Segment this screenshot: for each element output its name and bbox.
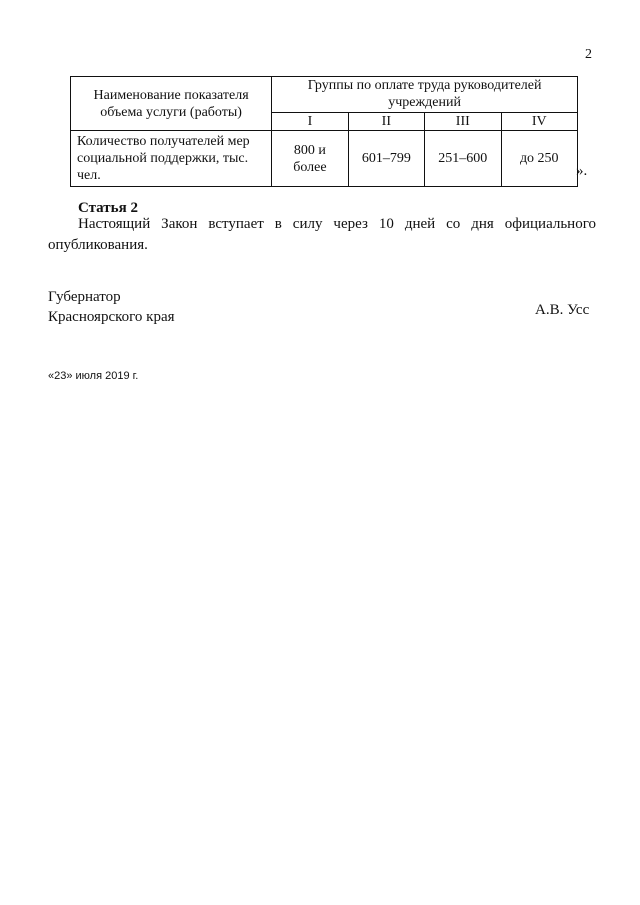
- signature-position: [48, 287, 175, 327]
- page-number: 2: [585, 47, 592, 62]
- row-value-group-4: до 250: [501, 131, 578, 187]
- indicator-table: [70, 76, 578, 187]
- header-indicator-name: Наименование показателя объема услуги (работы): [71, 77, 272, 131]
- table-header-row: [71, 77, 578, 113]
- signature-position-line1: Губернатор: [48, 289, 121, 305]
- header-group-4: IV: [501, 112, 578, 130]
- row-value-group-1: 800 и более: [272, 131, 348, 187]
- header-group-3: III: [425, 112, 501, 130]
- indicator-table-container: [70, 76, 578, 187]
- closing-quote: ».: [576, 163, 588, 179]
- header-groups-title: Группы по оплате труда руководителей учреждений: [272, 77, 578, 113]
- header-group-2: II: [348, 112, 424, 130]
- signature-position-line2: Красноярского края: [48, 309, 175, 325]
- signature-name: А.В. Усс: [535, 302, 590, 318]
- row-value-group-2: 601–799: [348, 131, 424, 187]
- table-row: [71, 131, 578, 187]
- row-indicator-name: Количество получателей мер социальной поддержки, тыс. чел.: [71, 131, 272, 187]
- header-group-1: I: [272, 112, 348, 130]
- document-date: «23» июля 2019 г.: [48, 370, 139, 382]
- article-title: Статья 2: [78, 200, 138, 216]
- article-text: Настоящий Закон вступает в силу через 10 дней со дня официального опубликования.: [48, 216, 596, 253]
- row-value-group-3: 251–600: [425, 131, 501, 187]
